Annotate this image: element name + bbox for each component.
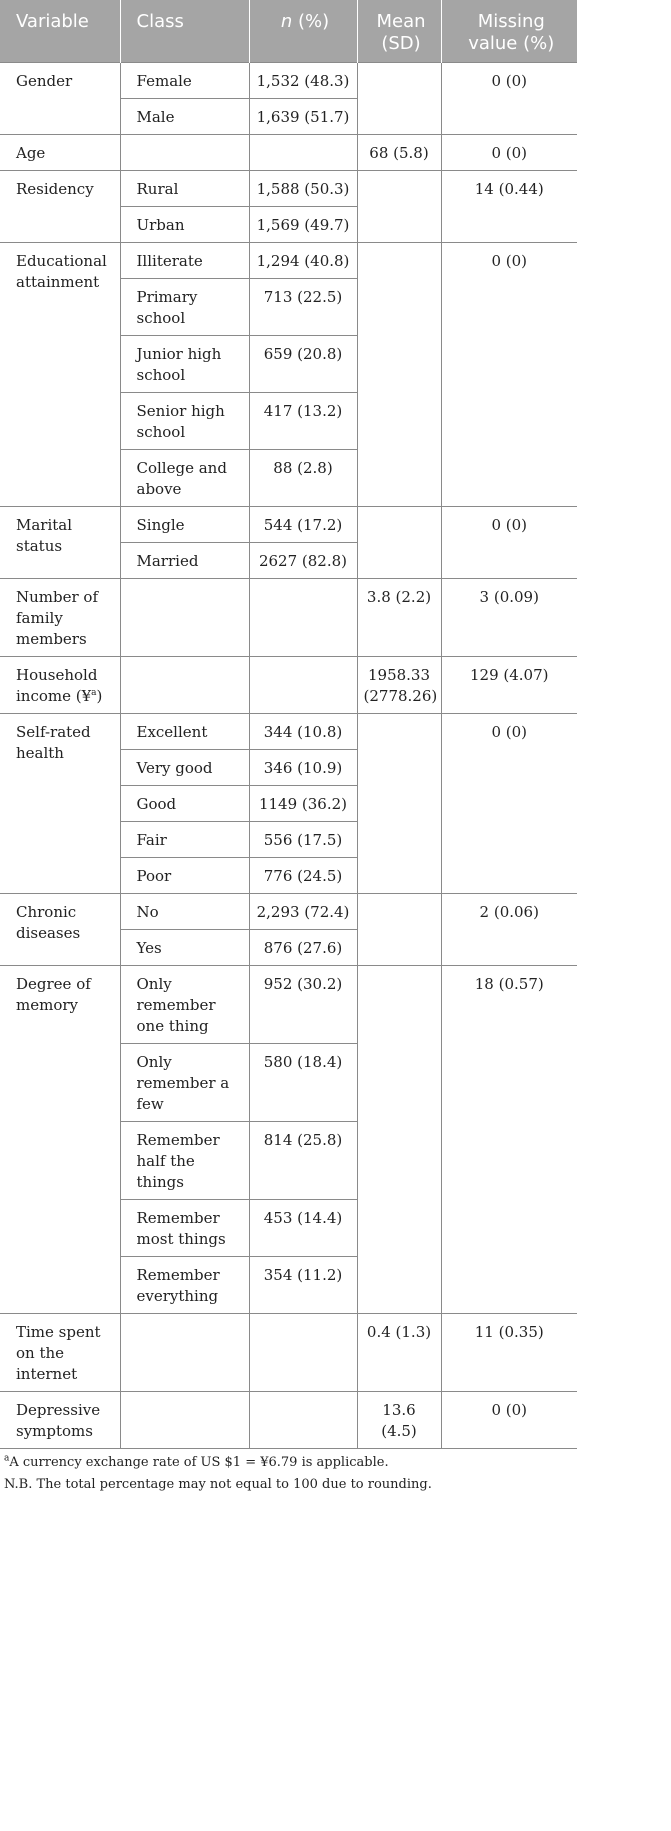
n-percent-cell: 876 (27.6) (249, 930, 357, 966)
class-cell (120, 1314, 249, 1392)
mean-sd-cell (357, 966, 441, 1314)
n-percent-cell (249, 135, 357, 171)
variable-cell (0, 657, 120, 714)
missing-value-cell: 0 (0) (441, 63, 577, 135)
mean-sd-cell: 1958.33 (2778.26) (357, 657, 441, 714)
class-cell: Primary school (120, 279, 249, 336)
n-percent-cell: 713 (22.5) (249, 279, 357, 336)
class-cell: Yes (120, 930, 249, 966)
variable-label: Residency (16, 180, 94, 198)
missing-value-cell: 0 (0) (441, 507, 577, 579)
class-cell: Good (120, 786, 249, 822)
variable-label: Chronic diseases (16, 903, 81, 942)
mean-sd-cell (357, 63, 441, 135)
n-percent-cell (249, 657, 357, 714)
mean-sd-cell (357, 894, 441, 966)
n-percent-cell: 344 (10.8) (249, 714, 357, 750)
table-row (0, 579, 577, 657)
footnote-a-text: A currency exchange rate of US $1 = ¥6.79 is applicable. (9, 1455, 389, 1470)
class-cell: Poor (120, 858, 249, 894)
missing-value-cell: 11 (0.35) (441, 1314, 577, 1392)
class-cell: Single (120, 507, 249, 543)
class-cell: Married (120, 543, 249, 579)
class-cell: Only remember a few (120, 1044, 249, 1122)
variable-label: Degree of memory (16, 975, 91, 1014)
n-percent-cell: 346 (10.9) (249, 750, 357, 786)
n-percent-cell: 1,532 (48.3) (249, 63, 357, 99)
table-row (0, 63, 577, 99)
n-percent-cell: 88 (2.8) (249, 450, 357, 507)
variable-label: Number of family members (16, 588, 99, 648)
table-row (0, 1392, 577, 1449)
n-percent-cell: 2,293 (72.4) (249, 894, 357, 930)
class-cell: Fair (120, 822, 249, 858)
variable-cell (0, 966, 120, 1314)
variable-cell (0, 714, 120, 894)
variable-label: Age (16, 144, 46, 162)
class-cell: Excellent (120, 714, 249, 750)
table-row (0, 243, 577, 279)
missing-value-cell: 0 (0) (441, 135, 577, 171)
header-variable: Variable (0, 0, 120, 63)
n-percent-cell: 1,569 (49.7) (249, 207, 357, 243)
variable-label: Gender (16, 72, 73, 90)
variable-label: Time spent on the internet (16, 1323, 101, 1383)
variable-cell (0, 579, 120, 657)
missing-value-cell: 0 (0) (441, 714, 577, 894)
class-cell: College and above (120, 450, 249, 507)
variable-cell (0, 1314, 120, 1392)
mean-sd-cell (357, 171, 441, 243)
header-row (0, 0, 577, 63)
table-row (0, 507, 577, 543)
variable-cell (0, 894, 120, 966)
n-percent-cell (249, 1314, 357, 1392)
class-cell: Senior high school (120, 393, 249, 450)
n-percent-cell: 1,639 (51.7) (249, 99, 357, 135)
table-row (0, 966, 577, 1044)
n-percent-cell (249, 1392, 357, 1449)
n-percent-cell: 354 (11.2) (249, 1257, 357, 1314)
mean-sd-cell: 68 (5.8) (357, 135, 441, 171)
mean-sd-cell: 3.8 (2.2) (357, 579, 441, 657)
missing-value-cell: 0 (0) (441, 243, 577, 507)
class-cell (120, 135, 249, 171)
class-cell: Remember half the things (120, 1122, 249, 1200)
table-row (0, 1314, 577, 1392)
n-percent-cell: 814 (25.8) (249, 1122, 357, 1200)
missing-value-cell: 3 (0.09) (441, 579, 577, 657)
n-percent-cell: 417 (13.2) (249, 393, 357, 450)
class-cell (120, 579, 249, 657)
variable-label: Depressive symptoms (16, 1401, 101, 1440)
variable-cell (0, 63, 120, 135)
missing-value-cell: 129 (4.07) (441, 657, 577, 714)
header-n-symbol: n (280, 11, 293, 32)
class-cell (120, 657, 249, 714)
class-cell: Rural (120, 171, 249, 207)
variable-label: Marital status (16, 516, 73, 555)
footnote-a-marker: a (4, 1453, 10, 1464)
header-percent: (%) (292, 11, 330, 32)
n-percent-cell: 776 (24.5) (249, 858, 357, 894)
table-row (0, 171, 577, 207)
n-percent-cell: 952 (30.2) (249, 966, 357, 1044)
table-row (0, 894, 577, 930)
header-n-percent (249, 0, 357, 63)
variable-cell (0, 1392, 120, 1449)
class-cell: Only remember one thing (120, 966, 249, 1044)
mean-sd-cell (357, 507, 441, 579)
table-row (0, 714, 577, 750)
n-percent-cell: 1,294 (40.8) (249, 243, 357, 279)
missing-value-cell: 18 (0.57) (441, 966, 577, 1314)
missing-value-cell: 2 (0.06) (441, 894, 577, 966)
class-cell: Urban (120, 207, 249, 243)
class-cell: Remember everything (120, 1257, 249, 1314)
class-cell (120, 1392, 249, 1449)
mean-sd-cell: 13.6 (4.5) (357, 1392, 441, 1449)
class-cell: Illiterate (120, 243, 249, 279)
mean-sd-cell: 0.4 (1.3) (357, 1314, 441, 1392)
class-cell: Male (120, 99, 249, 135)
header-mean-sd: Mean (SD) (357, 0, 441, 63)
missing-value-cell: 0 (0) (441, 1392, 577, 1449)
variable-cell (0, 171, 120, 243)
n-percent-cell: 1,588 (50.3) (249, 171, 357, 207)
table-row (0, 657, 577, 714)
class-cell: Remember most things (120, 1200, 249, 1257)
header-class: Class (120, 0, 249, 63)
mean-sd-cell (357, 714, 441, 894)
class-cell: Female (120, 63, 249, 99)
table-row (0, 135, 577, 171)
n-percent-cell: 453 (14.4) (249, 1200, 357, 1257)
variable-cell (0, 507, 120, 579)
variable-cell (0, 243, 120, 507)
n-percent-cell: 659 (20.8) (249, 336, 357, 393)
footnote-nb: N.B. The total percentage may not equal to 100 due to rounding. (4, 1477, 432, 1492)
variable-label-tail: ) (96, 687, 103, 705)
header-missing-value: Missing value (%) (441, 0, 577, 63)
variable-label: Self-rated health (16, 723, 91, 762)
n-percent-cell (249, 579, 357, 657)
class-cell: No (120, 894, 249, 930)
n-percent-cell: 2627 (82.8) (249, 543, 357, 579)
n-percent-cell: 580 (18.4) (249, 1044, 357, 1122)
variable-label: Household income (¥ (16, 666, 98, 705)
n-percent-cell: 544 (17.2) (249, 507, 357, 543)
variable-label: Educational attainment (16, 252, 107, 291)
n-percent-cell: 556 (17.5) (249, 822, 357, 858)
footnote-marker: a (91, 688, 97, 698)
footnote-a (4, 1455, 389, 1470)
class-cell: Junior high school (120, 336, 249, 393)
variable-cell (0, 135, 120, 171)
class-cell: Very good (120, 750, 249, 786)
mean-sd-cell (357, 243, 441, 507)
missing-value-cell: 14 (0.44) (441, 171, 577, 243)
n-percent-cell: 1149 (36.2) (249, 786, 357, 822)
